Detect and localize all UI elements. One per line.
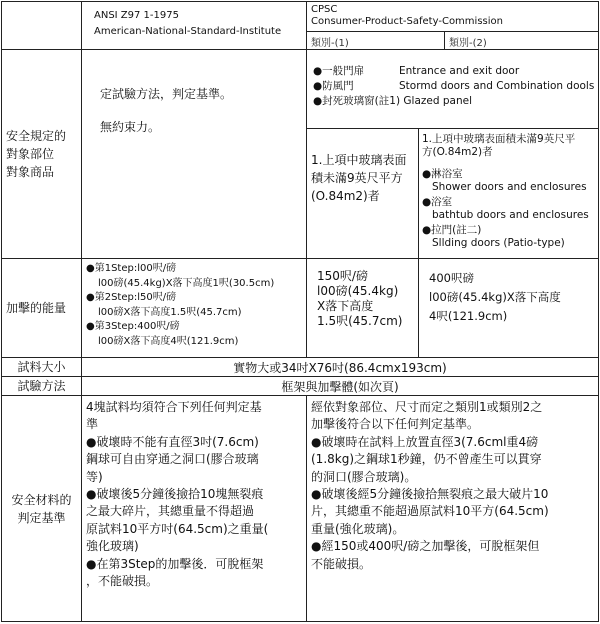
criteria-row <box>2 396 599 622</box>
scope-category-1-cell: 1.上項中玻璃表面 積未滿9英尺平方 (O.84m2)者 <box>307 129 419 259</box>
criteria-cpsc-cell: 經依對象部位、尺寸而定之類別1或類別2之 加擊後符合以下任何判定基準。 ●破壞時在試料上放置直徑3(7.6cml重4磅 (1.8kg)之鋼球1秒鐘，仍不曾產生可以貫穿 的洞口(膠合玻璃)。 ●破壞後經5分鐘後撿拾無裂痕之最大破片10 片，其總重不能超過原試料10平方(64.5cm) 重量(強化玻璃)。 ●經150或400呎/磅之加擊後，可脫框架但 不能破損。 <box>307 396 599 622</box>
scope-row-top <box>2 50 599 129</box>
scope-category-2-cell: 1.上項中玻璃表面積未滿9英尺平 方(O.84m2)者 ●淋浴室 Shower doors and enclosures ●浴室 bathtub doors and enclosures ●拉門(註二) Sllding doors (Patio-type) <box>419 129 599 259</box>
scope-label-line: 安全規定的 <box>6 129 67 143</box>
criteria-label: 安全材料的 判定基準 <box>2 396 82 622</box>
header-row <box>2 2 599 32</box>
cpsc-name: Consumer-Product-Safety-Commission <box>311 16 503 27</box>
header-blank-cell <box>2 2 82 50</box>
list-item: ●封死玻璃窗(註1) Glazed panel <box>313 95 472 107</box>
impact-ansi-cell: ●第1Step:l00呎/磅 l00磅(45.4kg)X落下高度1呎(30.5cm) ●第2Step:l50呎/磅 l00磅X落下高度1.5呎(45.7cm) ●第3Step:400呎/磅 l00磅X落下高度4呎(121.9cm) <box>82 259 307 358</box>
scope-ansi-line: 定試驗方法，判定基準。 <box>100 87 233 101</box>
ansi-name: American-National-Standard-Institute <box>94 26 282 37</box>
scope-cpsc-items <box>307 50 599 129</box>
impact-row <box>2 259 599 358</box>
impact-label: 加擊的能量 <box>2 259 82 358</box>
method-label: 試驗方法 <box>2 377 82 396</box>
impact-category-1-cell: 150呎/磅 l00磅(45.4kg) X落下高度 1.5呎(45.7cm) <box>307 259 419 358</box>
scope-label-line: 對象商品 <box>6 165 55 179</box>
scope-ansi-cell <box>82 50 307 259</box>
list-item: ●淋浴室 Shower doors and enclosures <box>422 168 587 193</box>
category-1-header: 類別-(1) <box>307 32 445 50</box>
scope-label <box>2 50 82 259</box>
method-value: 框架與加擊體(如次頁) <box>82 377 599 396</box>
list-item: ●拉門(註二) Sllding doors (Patio-type) <box>422 224 565 249</box>
category-2-header: 類別-(2) <box>445 32 599 50</box>
header-cpsc-cell <box>307 2 599 32</box>
method-row <box>2 377 599 396</box>
size-label: 試料大小 <box>2 358 82 377</box>
ansi-code: ANSI Z97 1-1975 <box>94 10 179 21</box>
size-row <box>2 358 599 377</box>
header-ansi-cell <box>82 2 307 50</box>
scope-ansi-line: 無約束力。 <box>100 120 161 134</box>
cpsc-code: CPSC <box>311 4 338 15</box>
impact-category-2-cell: 400呎磅 l00磅(45.4kg)X落下高度 4呎(121.9cm) <box>419 259 599 358</box>
size-value: 實物大或34吋X76吋(86.4cmx193cm) <box>82 358 599 377</box>
scope-label-line: 對象部位 <box>6 147 55 161</box>
list-item: ●浴室 bathtub doors and enclosures <box>422 196 589 221</box>
list-item: ●一般門扉 Entrance and exit door <box>313 65 520 77</box>
criteria-ansi-cell: 4塊試料均須符合下列任何判定基 準 ●破壞時不能有直徑3吋(7.6cm) 鋼球可自由穿通之洞口(膠合玻璃 等) ●破壞後5分鐘後撿拾10塊無裂痕 之最大碎片，其總重量不得超過 原試料10平方吋(64.5cm)之重量( 強化玻璃) ●在第3Step的加擊後．可脫框架 ，不能破損。 <box>82 396 307 622</box>
list-item: ●防風門 Stormd doors and Combination dools <box>313 80 595 92</box>
standards-comparison-table <box>1 1 599 622</box>
